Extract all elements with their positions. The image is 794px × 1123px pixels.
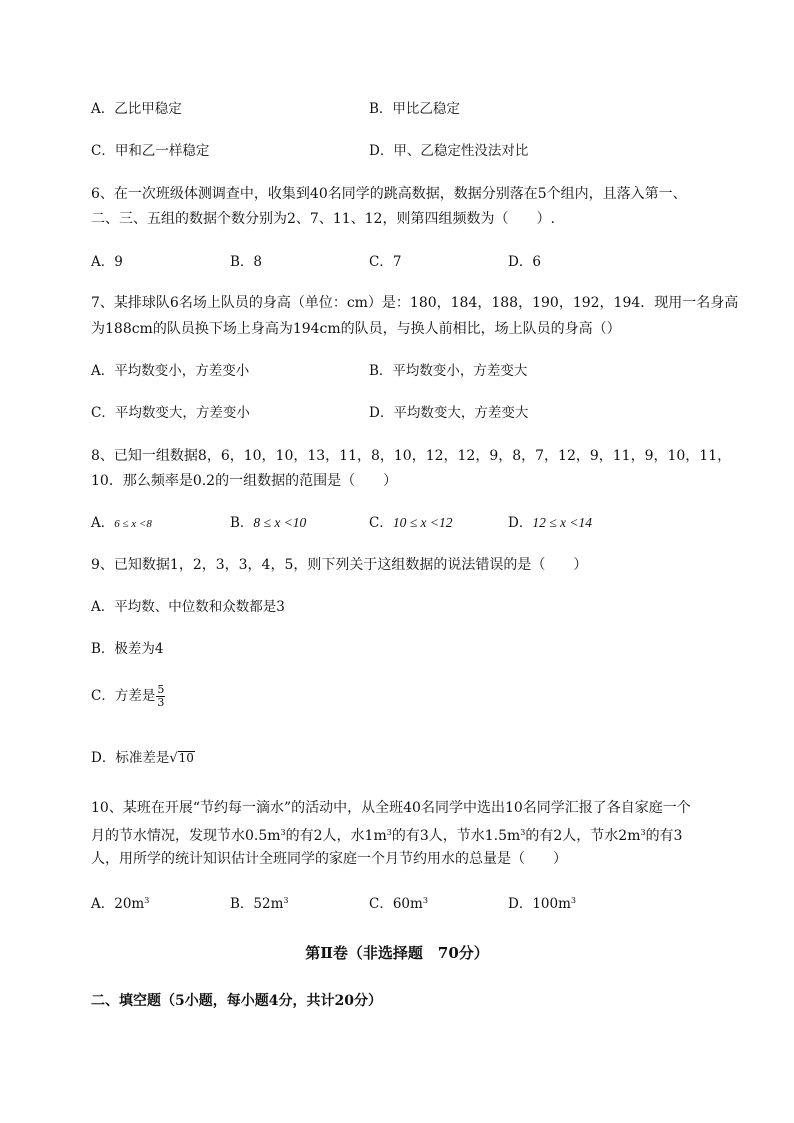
- q10-stem-line1: 10、某班在开展“节约每一滴水”的活动中，从全班40名同学中选出10名同学汇报了各自家庭一个: [91, 800, 691, 816]
- q8-option-b: [230, 514, 306, 532]
- q9-stem: 9、已知数据1，2，3，3，4，5，则下列关于这组数据的说法错误的是（ ）: [91, 557, 588, 573]
- q8-option-a-math: 6 ≤ x <8: [114, 518, 152, 530]
- q9-option-a: A．平均数、中位数和众数都是3: [91, 599, 285, 615]
- q10-stem-line2-part2: 的有2人，水1m: [285, 828, 387, 844]
- q10-option-b-text: B．52m: [230, 896, 284, 912]
- q8-option-a-label: A．: [91, 515, 115, 531]
- q6-stem-line1: 6、在一次班级体测调查中，收集到40名同学的跳高数据，数据分别落在5个组内，且落入第一、: [91, 186, 687, 202]
- q9-option-c: [91, 684, 165, 709]
- q7-option-a: A．平均数变小，方差变小: [91, 363, 250, 379]
- q8-option-b-label: B．: [230, 515, 254, 531]
- q7-option-b: B．平均数变小，方差变大: [369, 363, 528, 379]
- q5-option-d: D．甲、乙稳定性没法对比: [369, 143, 529, 159]
- sqrt-icon: √: [169, 751, 178, 766]
- q8-option-d: [508, 514, 592, 532]
- q8-option-c: [369, 514, 452, 532]
- superscript: 3: [640, 828, 646, 837]
- q7-option-c: C．平均数变大，方差变小: [91, 405, 250, 421]
- superscript: 3: [280, 828, 286, 837]
- q7-stem-line2: 为188cm的队员换下场上身高为194cm的队员，与换人前相比，场上队员的身高（）: [91, 321, 621, 337]
- q5-option-a: A．乙比甲稳定: [91, 101, 182, 117]
- fraction-numerator: 5: [157, 683, 165, 696]
- q9-option-d-label: D．标准差是: [91, 750, 170, 766]
- q8-stem-line2: 10．那么频率是0.2的一组数据的范围是（ ）: [91, 473, 398, 489]
- q8-option-b-math: 8 ≤ x <10: [253, 515, 307, 530]
- q10-stem-line2-part5: 的有3: [645, 828, 683, 844]
- q7-stem-line1: 7、某排球队6名场上队员的身高（单位：cm）是：180，184，188，190，192，194．现用一名身高: [91, 295, 739, 311]
- q10-option-c: [369, 892, 428, 913]
- superscript: 3: [386, 828, 392, 837]
- section-title: 第Ⅱ卷（非选择题 70分）: [305, 944, 489, 962]
- superscript: 3: [422, 896, 428, 905]
- fraction-denominator: 3: [157, 696, 165, 709]
- q6-option-d: D．6: [508, 254, 541, 270]
- q5-option-b: B．甲比乙稳定: [369, 101, 460, 117]
- q8-option-a: [91, 514, 152, 533]
- q6-option-a: A．9: [91, 254, 123, 270]
- q8-option-c-math: 10 ≤ x <12: [392, 515, 453, 530]
- q10-stem-line2-part4: 的有2人，节水2m: [525, 828, 641, 844]
- section-subtitle: 二、填空题（5小题，每小题4分，共计20分）: [91, 993, 382, 1009]
- q6-option-b: B．8: [230, 254, 263, 270]
- superscript: 3: [283, 896, 289, 905]
- q10-option-c-text: C．60m: [369, 896, 423, 912]
- q8-option-d-label: D．: [508, 515, 533, 531]
- q8-option-c-label: C．: [369, 515, 393, 531]
- q10-stem-line2-part1: 月的节水情况，发现节水0.5m: [91, 828, 281, 844]
- q10-option-d: [508, 892, 576, 913]
- superscript: 3: [570, 896, 576, 905]
- q7-option-d: D．平均数变大，方差变大: [369, 405, 529, 421]
- q6-stem-line2: 二、三、五组的数据个数分别为2、7、11、12，则第四组频数为（ ）.: [91, 211, 555, 227]
- q9-variance-fraction: [156, 684, 165, 709]
- q10-option-b: [230, 892, 289, 913]
- q8-option-d-math: 12 ≤ x <14: [532, 515, 592, 530]
- q10-stem-line2: [91, 824, 682, 845]
- superscript: 3: [520, 828, 526, 837]
- q9-option-c-label: C．方差是: [91, 688, 156, 704]
- q6-option-c: C．7: [369, 254, 402, 270]
- q10-option-d-text: D．100m: [508, 896, 571, 912]
- q9-option-d: [91, 749, 195, 768]
- q10-stem-line2-part3: 的有3人，节水1.5m: [391, 828, 521, 844]
- q8-stem-line1: 8、已知一组数据8，6，10，10，13，11，8，10，12，12，9，8，7，12，9，11，9，10，11，: [91, 448, 732, 464]
- q10-stem-line3: 人，用所学的统计知识估计全班同学的家庭一个月节约用水的总量是（ ）: [91, 851, 567, 867]
- q5-option-c: C．甲和乙一样稳定: [91, 143, 210, 159]
- q9-option-b: B．极差为4: [91, 641, 164, 657]
- q10-option-a: [91, 892, 149, 913]
- sqrt-radicand: 10: [178, 751, 194, 765]
- superscript: 3: [144, 896, 150, 905]
- q10-option-a-text: A．20m: [91, 896, 145, 912]
